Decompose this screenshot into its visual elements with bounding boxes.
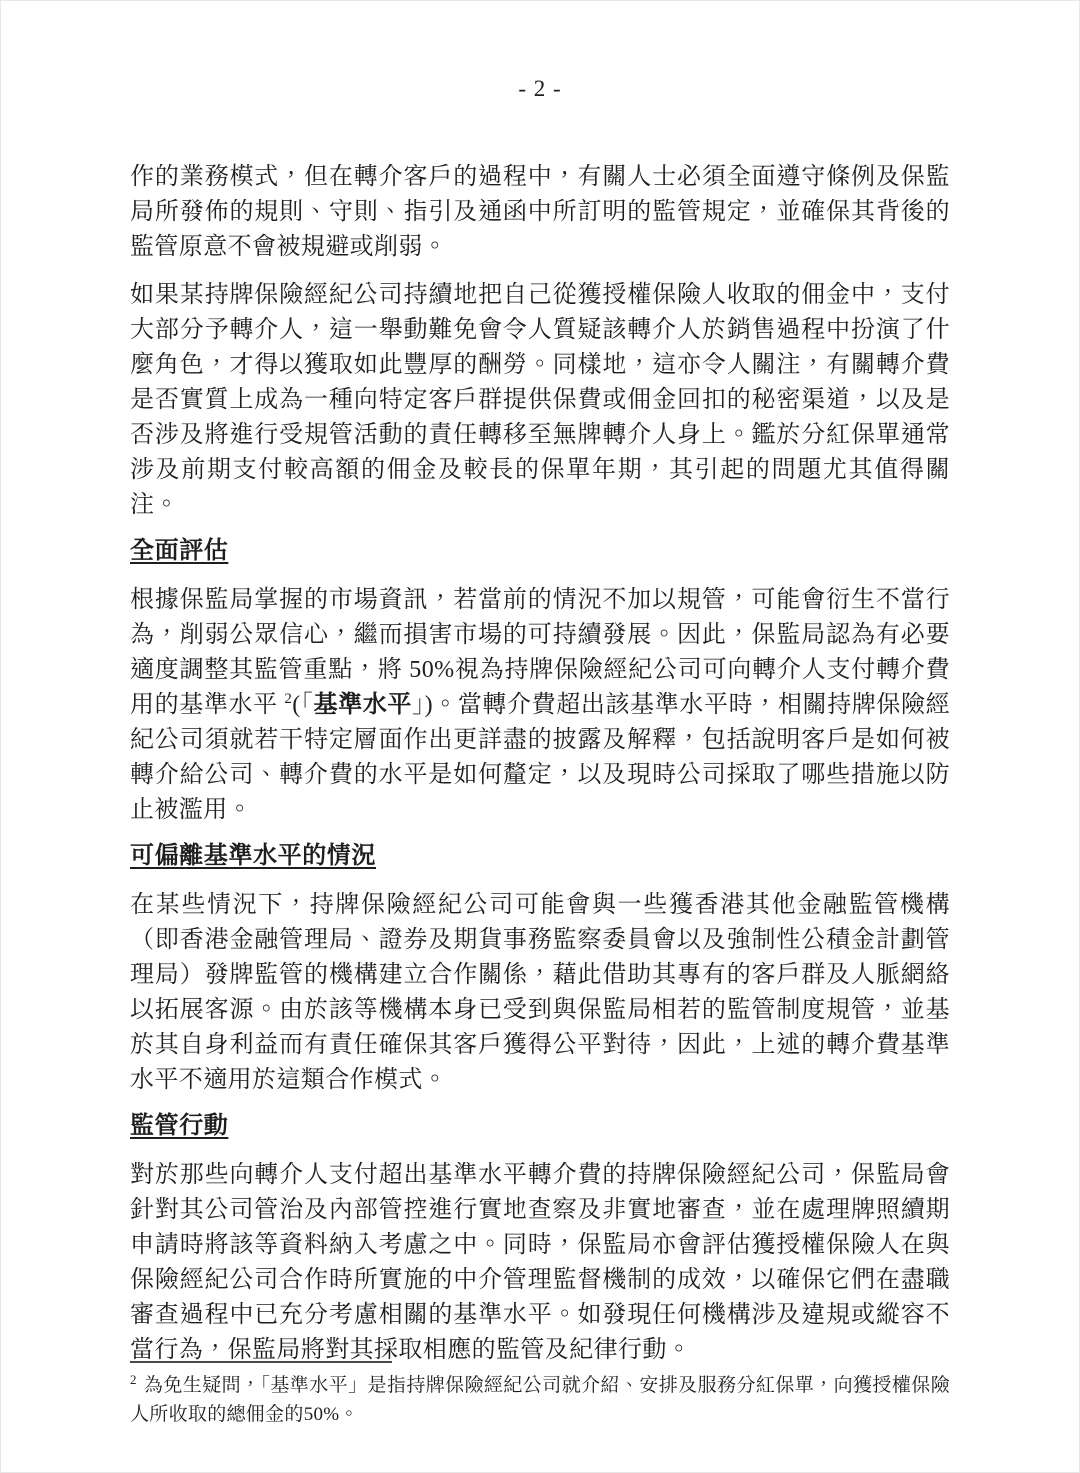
document-content [130,160,950,1381]
heading-regulatory-action: 監管行動 [130,1113,229,1139]
heading-comprehensive-assessment: 全面評估 [130,538,229,564]
text-run: 如果某持牌保險經紀公司持續地把自己從獲授權保險人收取的佣金中，支付大部分予轉介人，這一舉動難免會令人質疑該轉介人於銷售過程中扮演了什麼角色，才得以獲取如此豐厚的酬勞。同樣地，這亦令人關注，有關轉介費是否實質上成為一種向特定客戶群提供保費或佣金回扣的秘密渠道，以及是否涉及將進行受規管活動的責任轉移至無牌轉介人身上。鑑於分紅保單通常涉及前期支付較高額的佣金及較長的保單年期，其引起的問題尤其值得關注。 [130,282,950,518]
para-benchmark-level [130,583,950,828]
footnote-reference: 2 [284,691,293,707]
page-number: - 2 - [518,76,562,101]
text-run: 根據保監局掌握的市場資訊，若當前的情況不加以規管，可能會衍生不當行為，削弱公眾信心，繼而損害市場的可持續發展。因此，保監局認為有必要適度調整其監管重點，將 50%視為持牌保險經紀公司可向轉介人支付轉介費用的基準水平 [130,587,950,718]
footnote-area [130,1361,950,1429]
text-run: 」)。當轉介費超出該基準水平時，相關持牌保險經紀公司須就若干特定層面作出更詳盡的披露及解釋，包括說明客戶是如何被轉介給公司、轉介費的水平是如何釐定，以及現時公司採取了哪些措施以防止被濫用。 [130,692,950,823]
footnote-marker: 2 [130,1371,137,1387]
heading-deviation-situations: 可偏離基準水平的情況 [130,843,376,869]
text-run: 對於那些向轉介人支付超出基準水平轉介費的持牌保險經紀公司，保監局會針對其公司管治及內部管控進行實地查察及非實地審查，並在處理牌照續期申請時將該等資料納入考慮之中。同時，保監局亦會評估獲授權保險人在與保險經紀公司合作時所實施的中介管理監督機制的成效，以確保它們在盡職審查過程中已充分考慮相關的基準水平。如發現任何機構涉及違規或縱容不當行為，保監局將對其採取相應的監管及紀律行動。 [130,1162,950,1363]
emphasized-term: 基準水平 [313,692,412,718]
para-commission-concerns [130,278,950,523]
footnote [130,1371,950,1429]
text-run: 作的業務模式，但在轉介客戶的過程中，有關人士必須全面遵守條例及保監局所發佈的規則、守則、指引及通函中所訂明的監管規定，並確保其背後的監管原意不會被規避或削弱。 [130,164,950,260]
text-run: (「 [292,692,314,718]
text-run: 在某些情況下，持牌保險經紀公司可能會與一些獲香港其他金融監管機構（即香港金融管理局、證券及期貨事務監察委員會以及強制性公積金計劃管理局）發牌監管的機構建立合作關係，藉此借助其專有的客戶群及人脈網絡以拓展客源。由於該等機構本身已受到與保監局相若的監管制度規管，並基於其自身利益而有責任確保其客戶獲得公平對待，因此，上述的轉介費基準水平不適用於這類合作模式。 [130,892,950,1093]
para-regulatory-compliance [130,160,950,265]
para-supervisory-measures [130,1158,950,1368]
footnote-separator [130,1361,392,1363]
footnote-text: 為免生疑問，「基準水平」是指持牌保險經紀公司就介紹、安排及服務分紅保單，向獲授權保險人所收取的總佣金的50%。 [130,1375,950,1425]
para-cooperation-with-regulated-institutions [130,888,950,1098]
